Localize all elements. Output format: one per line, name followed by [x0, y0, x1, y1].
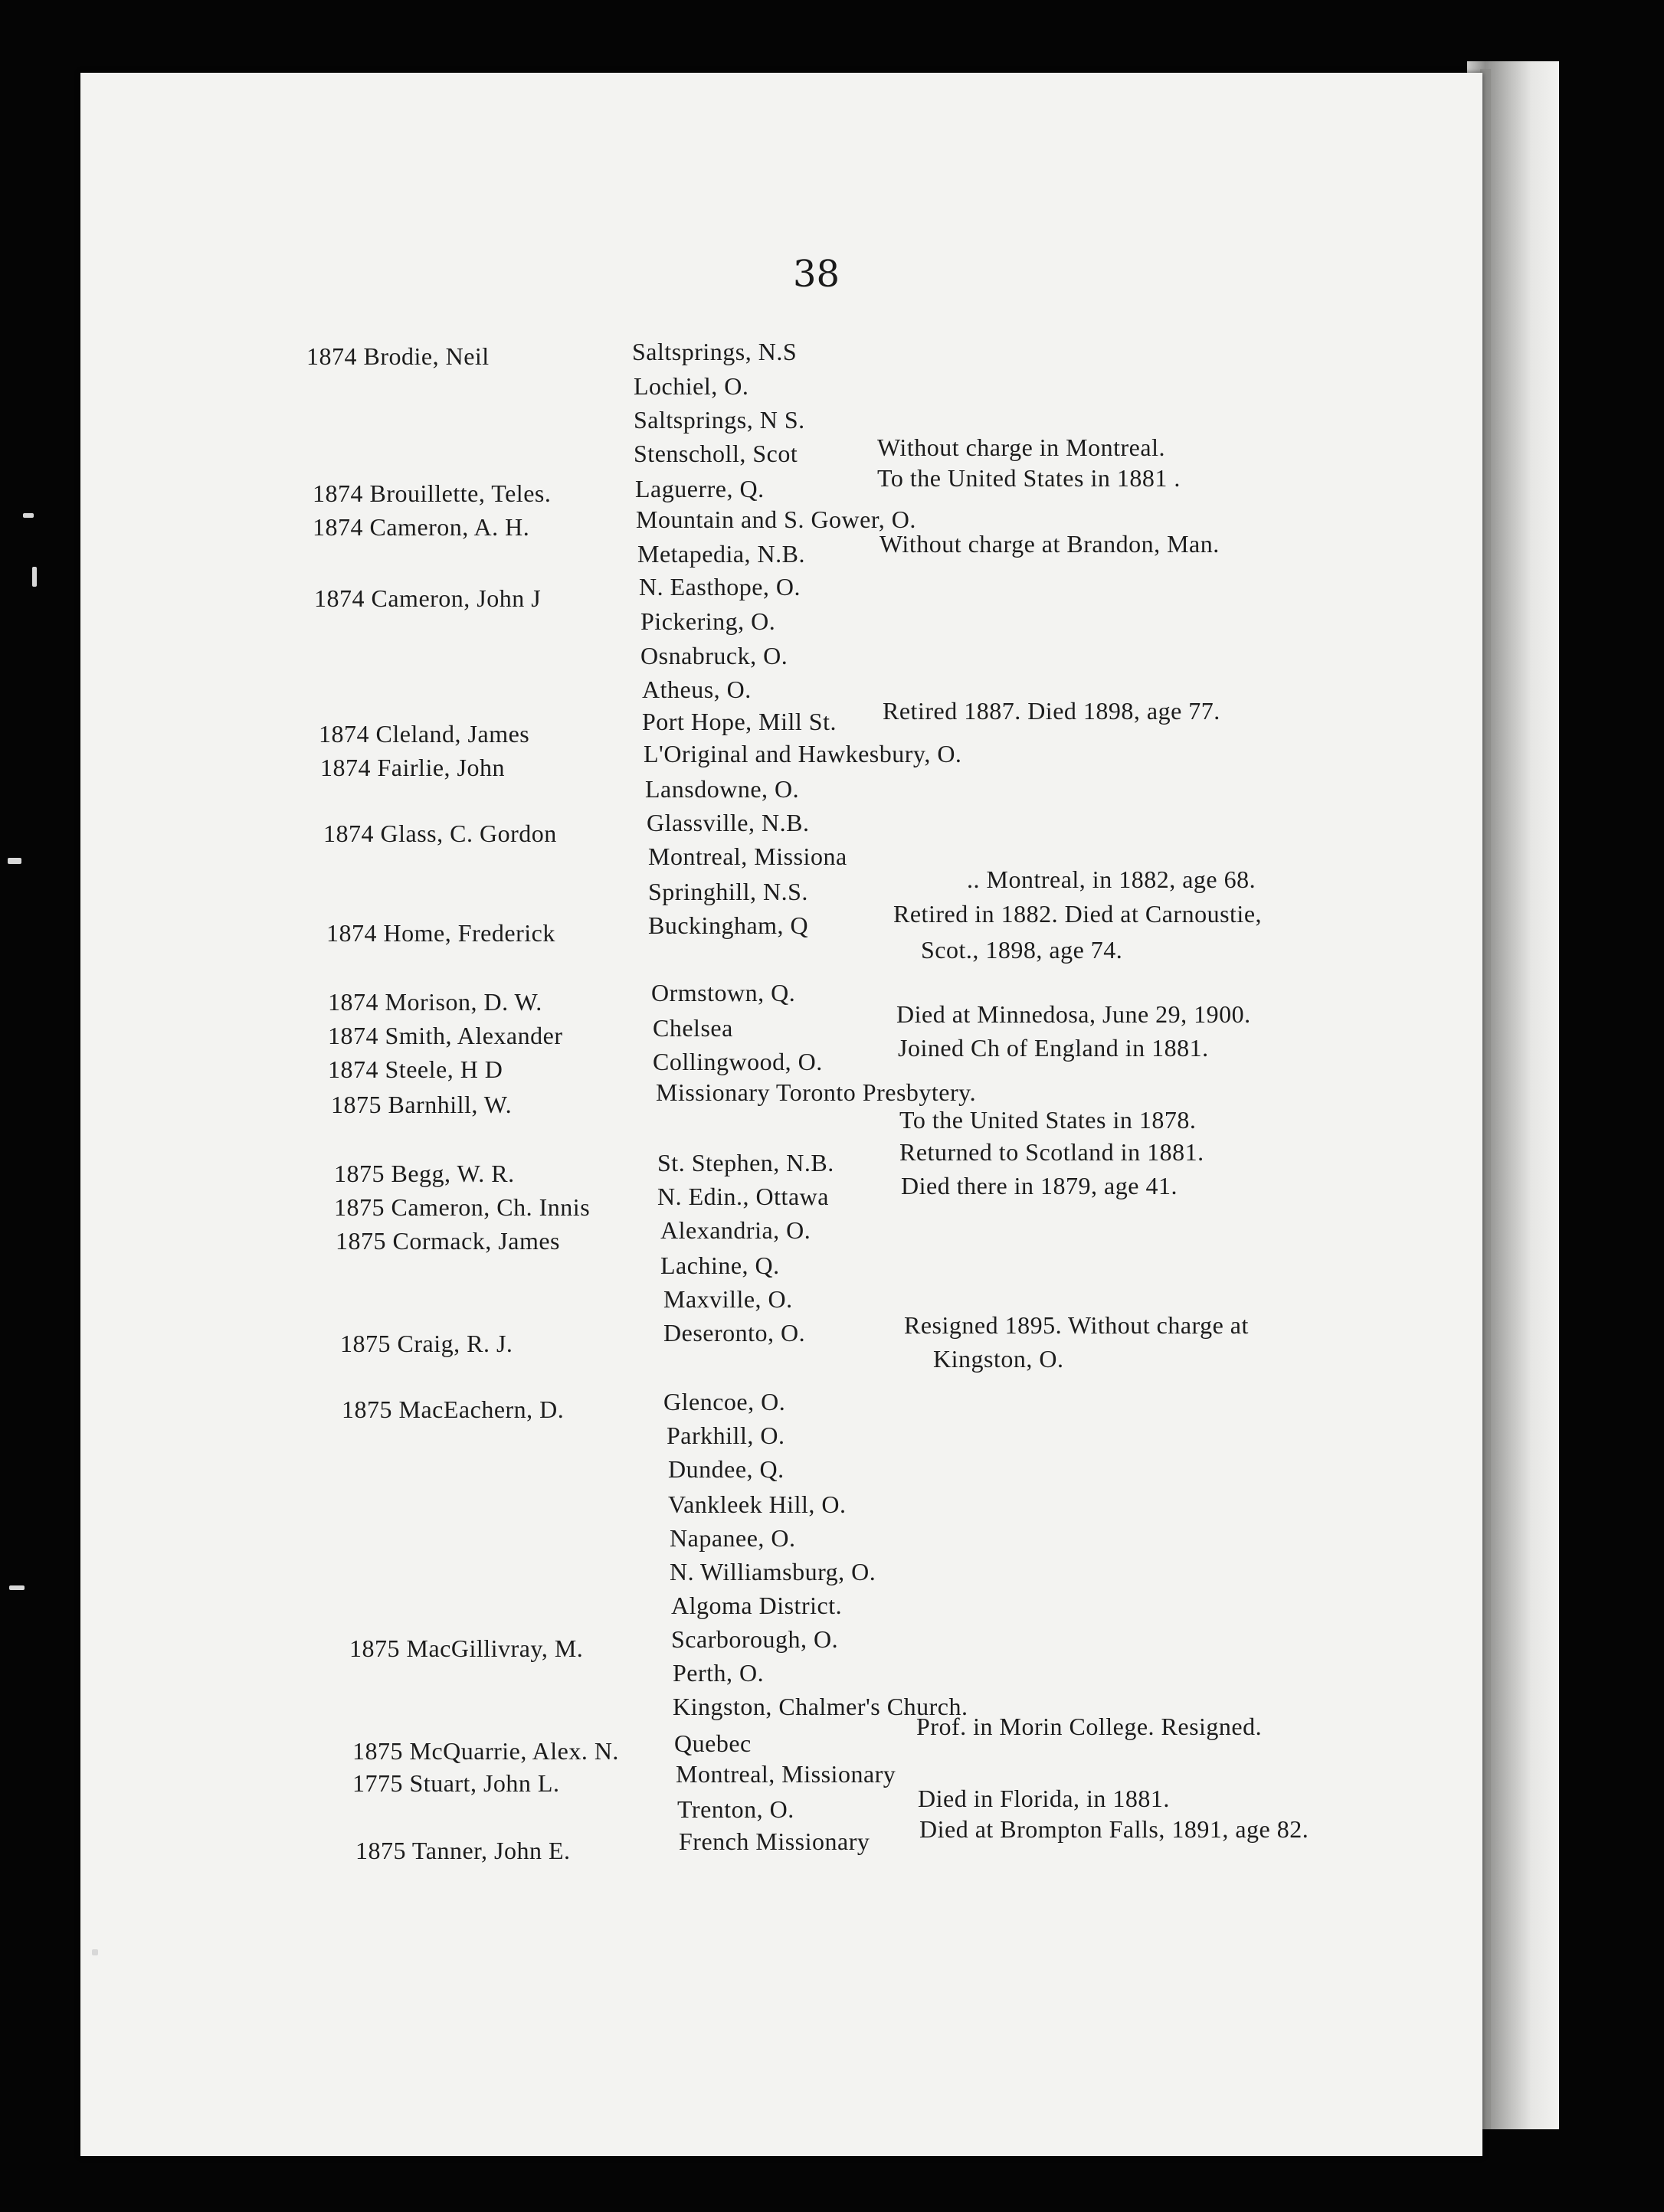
- entry-place: N. Edin., Ottawa: [657, 1183, 829, 1210]
- page-number: 38: [793, 253, 840, 296]
- entry-place: Lachine, Q.: [660, 1252, 780, 1279]
- entry-name: 1875 MacGillivray, M.: [349, 1634, 584, 1662]
- entry-note: Kingston, O.: [933, 1345, 1064, 1373]
- entry-place: Maxville, O.: [663, 1285, 793, 1313]
- entry-place: Pickering, O.: [640, 607, 776, 635]
- entry-note: Scot., 1898, age 74.: [921, 936, 1123, 964]
- entry-place: N. Williamsburg, O.: [670, 1558, 876, 1585]
- entry-note: Died in Florida, in 1881.: [918, 1785, 1170, 1812]
- entry-place: St. Stephen, N.B.: [657, 1149, 834, 1176]
- entry-note: To the United States in 1881 .: [877, 464, 1181, 492]
- entry-note: Retired in 1882. Died at Carnoustie,: [893, 900, 1263, 928]
- scan-speck: [9, 1585, 25, 1590]
- entry-note: Joined Ch of England in 1881.: [898, 1034, 1209, 1062]
- entry-place: Glencoe, O.: [663, 1388, 786, 1415]
- entry-place: Deseronto, O.: [663, 1319, 806, 1347]
- entry-name: 1874 Fairlie, John: [320, 754, 505, 781]
- entry-note: Returned to Scotland in 1881.: [899, 1138, 1204, 1166]
- entry-name: 1775 Stuart, John L.: [352, 1769, 560, 1797]
- entry-place: Kingston, Chalmer's Church.: [673, 1693, 968, 1720]
- entry-name: 1874 Brouillette, Teles.: [313, 479, 552, 507]
- entry-name: 1875 Begg, W. R.: [334, 1160, 515, 1187]
- entry-place: Vankleek Hill, O.: [668, 1490, 847, 1518]
- entry-place: Saltsprings, N.S: [632, 338, 798, 365]
- entry-note: Without charge in Montreal.: [877, 434, 1165, 461]
- entry-note: Retired 1887. Died 1898, age 77.: [883, 697, 1220, 725]
- entry-place: Glassville, N.B.: [647, 809, 810, 836]
- entry-name: 1874 Smith, Alexander: [328, 1022, 563, 1049]
- entry-note: Died at Brompton Falls, 1891, age 82.: [919, 1815, 1309, 1843]
- scan-speck: [92, 1949, 98, 1955]
- entry-place: Atheus, O.: [642, 676, 752, 703]
- entry-place: Lochiel, O.: [634, 372, 749, 400]
- entry-place: L'Original and Hawkesbury, O.: [644, 740, 962, 767]
- entry-note: Resigned 1895. Without charge at: [904, 1311, 1249, 1339]
- entry-name: 1875 Cormack, James: [336, 1227, 560, 1255]
- entry-place: Osnabruck, O.: [640, 642, 788, 669]
- entry-note: To the United States in 1878.: [899, 1106, 1197, 1134]
- entry-place: Port Hope, Mill St.: [642, 708, 837, 735]
- entry-name: 1875 MacEachern, D.: [342, 1396, 565, 1423]
- entry-place: Saltsprings, N S.: [634, 406, 805, 434]
- entry-place: French Missionary: [679, 1828, 870, 1855]
- entry-place: Alexandria, O.: [660, 1216, 811, 1244]
- entry-name: 1874 Home, Frederick: [326, 919, 555, 947]
- entry-place: Lansdowne, O.: [645, 775, 800, 803]
- entry-note: .. Montreal, in 1882, age 68.: [967, 865, 1256, 893]
- scan-speck: [23, 513, 34, 518]
- entry-name: 1874 Morison, D. W.: [328, 988, 542, 1016]
- entry-place: N. Easthope, O.: [639, 573, 801, 600]
- entry-note: Died at Minnedosa, June 29, 1900.: [896, 1000, 1251, 1028]
- entry-place: Laguerre, Q.: [635, 475, 765, 502]
- entry-place: Chelsea: [653, 1014, 733, 1042]
- entry-note: Prof. in Morin College. Resigned.: [916, 1713, 1263, 1740]
- scan-speck: [8, 858, 21, 864]
- entry-place: Scarborough, O.: [671, 1625, 839, 1653]
- entry-note: Died there in 1879, age 41.: [901, 1172, 1178, 1199]
- entry-place: Mountain and S. Gower, O.: [636, 506, 916, 533]
- entry-place: Montreal, Missionary: [676, 1760, 896, 1788]
- entry-place: Trenton, O.: [677, 1795, 794, 1823]
- entry-name: 1875 Craig, R. J.: [340, 1330, 513, 1357]
- entry-name: 1875 Barnhill, W.: [331, 1091, 513, 1118]
- entry-note: Without charge at Brandon, Man.: [879, 530, 1220, 558]
- entry-place: Missionary Toronto Presbytery.: [656, 1078, 977, 1106]
- entry-name: 1875 Tanner, John E.: [355, 1837, 571, 1864]
- entry-name: 1874 Cameron, A. H.: [313, 513, 530, 541]
- entry-place: Montreal, Missiona: [648, 843, 847, 870]
- scan-speck: [32, 567, 37, 587]
- entry-place: Ormstown, Q.: [651, 979, 796, 1006]
- entry-place: Collingwood, O.: [653, 1048, 823, 1075]
- entry-place: Stenscholl, Scot: [634, 440, 798, 467]
- entry-name: 1874 Brodie, Neil: [306, 342, 490, 370]
- entry-place: Buckingham, Q: [648, 911, 809, 939]
- entry-place: Dundee, Q.: [668, 1455, 785, 1483]
- entry-place: Perth, O.: [673, 1659, 765, 1687]
- entry-name: 1874 Cameron, John J: [314, 584, 542, 612]
- entry-name: 1874 Cleland, James: [319, 720, 530, 748]
- entry-place: Quebec: [674, 1729, 752, 1757]
- entry-place: Algoma District.: [671, 1592, 843, 1619]
- entry-place: Springhill, N.S.: [648, 878, 808, 905]
- entry-name: 1874 Steele, H D: [328, 1055, 503, 1083]
- entry-place: Napanee, O.: [670, 1524, 796, 1552]
- entry-name: 1874 Glass, C. Gordon: [323, 820, 557, 847]
- entry-name: 1875 McQuarrie, Alex. N.: [352, 1737, 619, 1765]
- entry-name: 1875 Cameron, Ch. Innis: [334, 1193, 591, 1221]
- entry-place: Metapedia, N.B.: [637, 540, 805, 568]
- entry-place: Parkhill, O.: [667, 1422, 785, 1449]
